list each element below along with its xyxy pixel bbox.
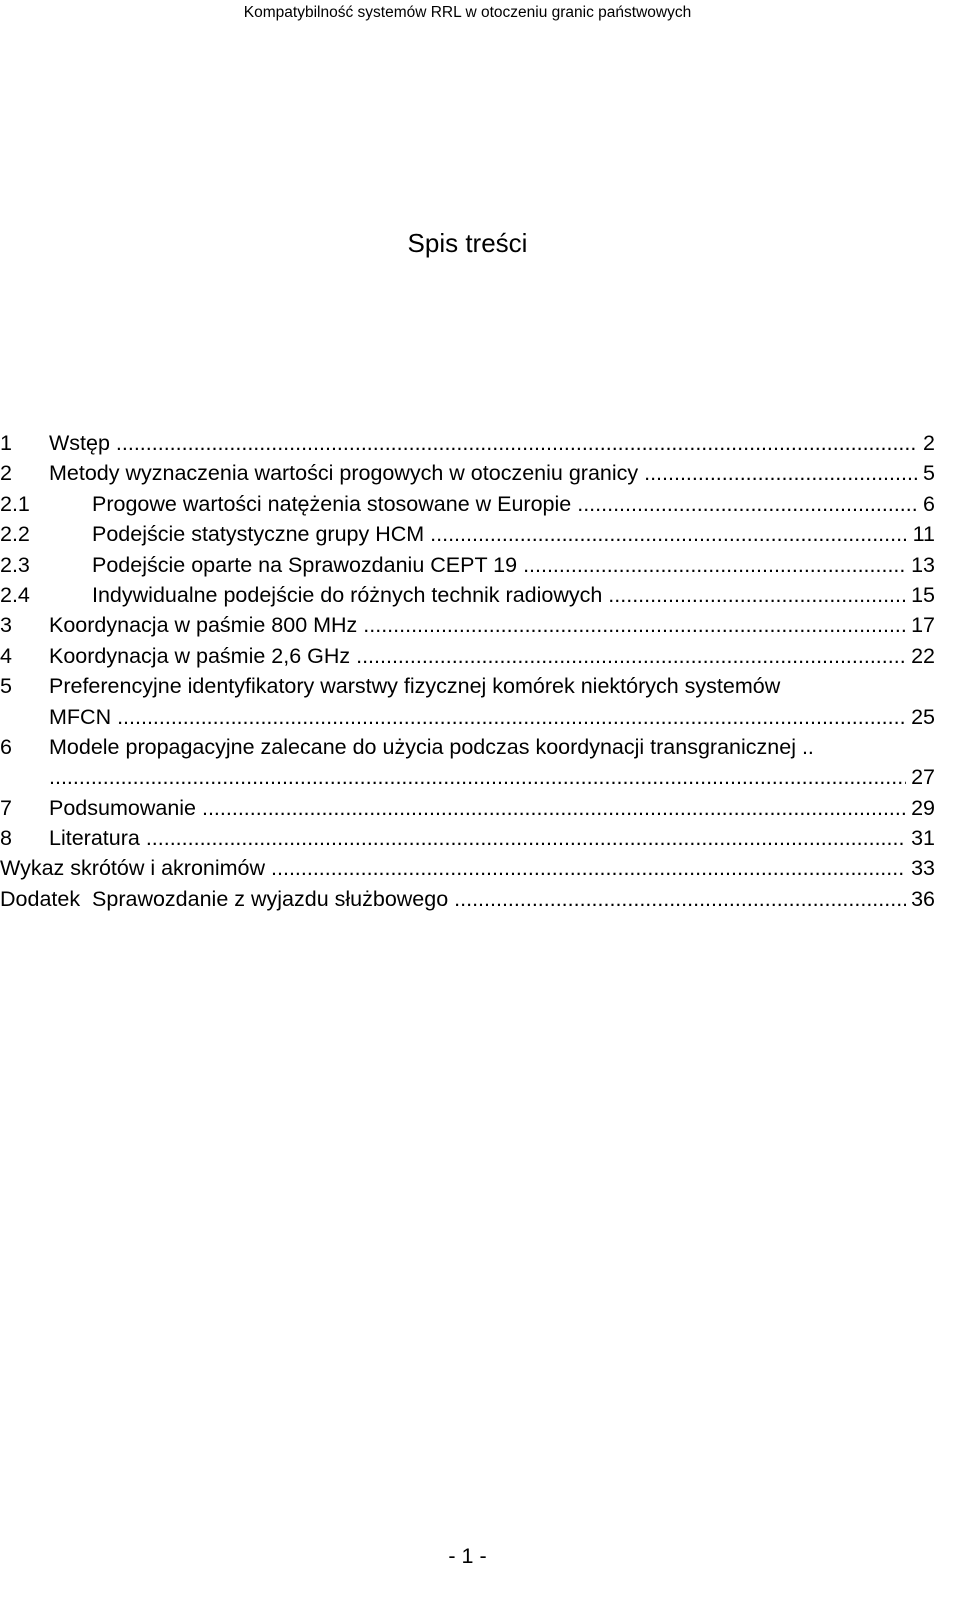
toc-entry-7[interactable] [0, 793, 935, 823]
toc-entry-2-1[interactable] [0, 489, 935, 519]
toc-entry-number: 2.2 [0, 519, 30, 549]
toc-entry-title: Literatura ..... [49, 823, 935, 853]
toc-entry-5-continued[interactable] [0, 702, 935, 732]
toc-entry-title: Progowe wartości natężenia stosowane w Europie ..... [92, 489, 935, 519]
toc-entry-title: Preferencyjne identyfikatory warstwy fizycznej komórek niektórych systemów [49, 671, 935, 701]
toc-entry-2[interactable] [0, 458, 935, 488]
toc-entry-number: 4 [0, 641, 12, 671]
toc-entry-number: 3 [0, 610, 12, 640]
toc-title: Spis treści [407, 228, 528, 258]
toc-entry-leader [49, 762, 935, 792]
toc-entry-1[interactable] [0, 428, 935, 458]
toc-entry-number: 6 [0, 732, 12, 762]
table-of-contents [0, 428, 935, 914]
toc-entry-page: 36 [906, 884, 935, 914]
toc-entry-title: Podejście oparte na Sprawozdaniu CEPT 19 ..... [92, 550, 935, 580]
toc-entry-number: 1 [0, 428, 12, 458]
toc-entry-appendix[interactable] [0, 884, 935, 914]
toc-entry-page: 22 [906, 641, 935, 671]
toc-entry-title: Podsumowanie ..... [49, 793, 935, 823]
toc-entry-number: 5 [0, 671, 12, 701]
toc-entry-page: 11 [908, 519, 935, 549]
toc-entry-title: Wykaz skrótów i akronimów ..... [0, 853, 935, 883]
toc-entry-6-continued[interactable] [0, 762, 935, 792]
toc-entry-page: 17 [906, 610, 935, 640]
toc-entry-number: 2.1 [0, 489, 30, 519]
toc-entry-page: 6 [918, 489, 935, 519]
toc-entry-title: Koordynacja w paśmie 2,6 GHz ..... [49, 641, 935, 671]
page-number: - 1 - [448, 1544, 487, 1568]
running-header: Kompatybilność systemów RRL w otoczeniu granic państwowych [243, 4, 692, 21]
toc-entry-title: Wstęp ..... [49, 428, 935, 458]
toc-entry-page: 13 [906, 550, 935, 580]
toc-entry-number: 2.3 [0, 550, 30, 580]
toc-entry-title: Dodatek Sprawozdanie z wyjazdu służbowego ..... [0, 884, 935, 914]
toc-entry-title-continued: MFCN ..... [49, 702, 935, 732]
toc-entry-title: Koordynacja w paśmie 800 MHz ..... [49, 610, 935, 640]
toc-entry-4[interactable] [0, 641, 935, 671]
toc-entry-2-4[interactable] [0, 580, 935, 610]
toc-entry-2-2[interactable] [0, 519, 935, 549]
toc-entry-title: Metody wyznaczenia wartości progowych w otoczeniu granicy ..... [49, 458, 935, 488]
toc-entry-5[interactable] [0, 671, 935, 701]
toc-entry-page: 15 [906, 580, 935, 610]
toc-entry-abbreviations[interactable] [0, 853, 935, 883]
toc-entry-3[interactable] [0, 610, 935, 640]
toc-entry-number: 7 [0, 793, 12, 823]
toc-entry-page: 33 [906, 853, 935, 883]
toc-entry-page: 2 [918, 428, 935, 458]
toc-entry-title: Podejście statystyczne grupy HCM ..... [92, 519, 935, 549]
toc-entry-6[interactable] [0, 732, 935, 762]
toc-entry-2-3[interactable] [0, 550, 935, 580]
toc-entry-8[interactable] [0, 823, 935, 853]
toc-entry-page: 25 [906, 702, 935, 732]
toc-entry-title: Indywidualne podejście do różnych technik radiowych ..... [92, 580, 935, 610]
toc-entry-number: 8 [0, 823, 12, 853]
toc-entry-number: 2.4 [0, 580, 30, 610]
toc-entry-page: 31 [906, 823, 935, 853]
toc-entry-page: 27 [906, 762, 935, 792]
toc-entry-page: 29 [906, 793, 935, 823]
toc-entry-page: 5 [918, 458, 935, 488]
toc-entry-title: Modele propagacyjne zalecane do użycia podczas koordynacji transgranicznej .. [49, 732, 935, 762]
toc-entry-number: 2 [0, 458, 12, 488]
